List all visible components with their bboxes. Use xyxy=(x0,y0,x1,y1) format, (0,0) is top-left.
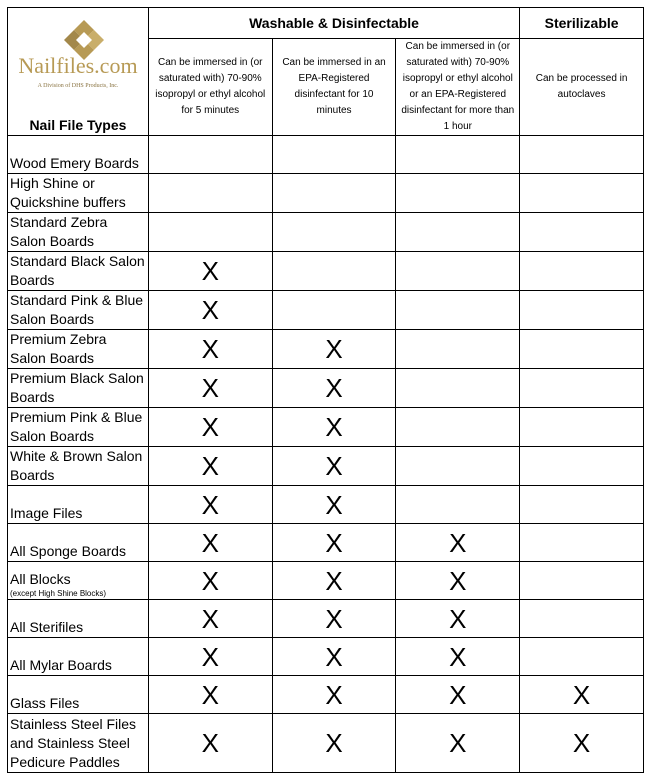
nail-file-type-name: All Sterifiles xyxy=(10,619,84,635)
nail-file-type-cell xyxy=(8,676,149,714)
compatibility-mark: X xyxy=(148,252,272,291)
nail-file-type-name: High Shine or Quickshine buffers xyxy=(10,175,126,210)
table-row xyxy=(8,600,644,638)
table-row xyxy=(8,524,644,562)
nail-file-type-name: Standard Zebra Salon Boards xyxy=(10,214,108,249)
compatibility-mark xyxy=(520,369,644,408)
table-row xyxy=(8,408,644,447)
compatibility-mark xyxy=(272,174,396,213)
compatibility-mark xyxy=(396,369,520,408)
compatibility-mark: X xyxy=(148,562,272,600)
compatibility-mark: X xyxy=(148,676,272,714)
compatibility-mark xyxy=(396,408,520,447)
table-row xyxy=(8,291,644,330)
brand-name: Nailfiles.com xyxy=(18,53,138,78)
compatibility-mark: X xyxy=(396,676,520,714)
nail-file-type-cell xyxy=(8,524,149,562)
compatibility-mark xyxy=(520,213,644,252)
compatibility-mark xyxy=(396,486,520,524)
compatibility-mark xyxy=(520,638,644,676)
table-row xyxy=(8,714,644,773)
compatibility-mark: X xyxy=(396,714,520,773)
table-row xyxy=(8,136,644,174)
nail-file-type-name: Standard Pink & Blue Salon Boards xyxy=(10,292,144,327)
washable-group-header: Washable & Disinfectable xyxy=(148,8,519,39)
nail-file-type-cell xyxy=(8,291,149,330)
nail-file-type-cell xyxy=(8,408,149,447)
nail-file-type-name: Glass Files xyxy=(10,695,80,711)
compatibility-mark xyxy=(520,600,644,638)
compatibility-mark xyxy=(396,252,520,291)
types-column-title: Nail File Types xyxy=(29,117,127,133)
compatibility-mark: X xyxy=(520,676,644,714)
compatibility-mark: X xyxy=(396,524,520,562)
table-row xyxy=(8,486,644,524)
nail-file-type-cell xyxy=(8,486,149,524)
nail-file-type-cell xyxy=(8,174,149,213)
compatibility-mark xyxy=(520,486,644,524)
compatibility-mark xyxy=(520,291,644,330)
compatibility-mark: X xyxy=(148,369,272,408)
compatibility-mark: X xyxy=(148,330,272,369)
compatibility-mark: X xyxy=(272,676,396,714)
nail-file-type-name: Stainless Steel Files and Stainless Steel Pedicure Paddles xyxy=(10,716,137,770)
table-row xyxy=(8,369,644,408)
column-header-epa-10min: Can be immersed in an EPA-Registered disinfectant for 10 minutes xyxy=(272,39,396,136)
nail-file-type-name: Premium Black Salon Boards xyxy=(10,370,144,405)
nail-file-type-note: (except High Shine Blocks) xyxy=(10,589,107,598)
column-header-immersion-1hr: Can be immersed in (or saturated with) 70-90% isopropyl or ethyl alcohol or an EPA-Registered disinfectant for more than 1 hour xyxy=(396,39,520,136)
compatibility-mark xyxy=(520,447,644,486)
compatibility-mark xyxy=(148,174,272,213)
compatibility-mark: X xyxy=(272,486,396,524)
nail-file-type-cell xyxy=(8,600,149,638)
table-row xyxy=(8,252,644,291)
compatibility-mark xyxy=(272,136,396,174)
nail-file-type-name: Wood Emery Boards xyxy=(10,155,139,171)
nail-file-type-cell xyxy=(8,638,149,676)
nail-file-type-name: Image Files xyxy=(10,505,83,521)
compatibility-mark: X xyxy=(272,447,396,486)
compatibility-mark: X xyxy=(148,447,272,486)
compatibility-mark: X xyxy=(396,638,520,676)
nail-file-type-name: Premium Pink & Blue Salon Boards xyxy=(10,409,143,444)
nail-file-type-name: All Blocks xyxy=(10,571,71,587)
compatibility-mark xyxy=(272,213,396,252)
compatibility-mark: X xyxy=(272,408,396,447)
table-row xyxy=(8,447,644,486)
compatibility-mark: X xyxy=(396,562,520,600)
nail-file-type-cell xyxy=(8,562,149,600)
compatibility-mark: X xyxy=(272,524,396,562)
compatibility-mark xyxy=(272,252,396,291)
compatibility-mark xyxy=(520,408,644,447)
compatibility-mark: X xyxy=(148,638,272,676)
compatibility-mark xyxy=(520,524,644,562)
nail-file-type-name: White & Brown Salon Boards xyxy=(10,448,143,483)
nail-file-type-name: Standard Black Salon Boards xyxy=(10,253,145,288)
logo-header-cell xyxy=(8,8,149,136)
compatibility-mark: X xyxy=(396,600,520,638)
compatibility-mark: X xyxy=(148,600,272,638)
nail-file-type-cell xyxy=(8,136,149,174)
table-row xyxy=(8,676,644,714)
compatibility-mark xyxy=(520,136,644,174)
table-row xyxy=(8,330,644,369)
nail-file-type-name: All Mylar Boards xyxy=(10,657,112,673)
compatibility-mark xyxy=(148,213,272,252)
compatibility-mark xyxy=(520,174,644,213)
compatibility-mark xyxy=(520,252,644,291)
compatibility-mark xyxy=(396,174,520,213)
compatibility-mark xyxy=(396,291,520,330)
compatibility-mark: X xyxy=(148,524,272,562)
nail-file-type-cell xyxy=(8,330,149,369)
compatibility-mark: X xyxy=(272,638,396,676)
sterilizable-group-header: Sterilizable xyxy=(520,8,644,39)
table-row xyxy=(8,638,644,676)
compatibility-mark xyxy=(148,136,272,174)
column-header-alcohol-5min: Can be immersed in (or saturated with) 70-90% isopropyl or ethyl alcohol for 5 minutes xyxy=(148,39,272,136)
compatibility-mark xyxy=(396,136,520,174)
nail-file-type-cell xyxy=(8,213,149,252)
compatibility-mark: X xyxy=(272,330,396,369)
nail-file-table xyxy=(7,7,644,773)
nail-file-type-name: Premium Zebra Salon Boards xyxy=(10,331,107,366)
compatibility-mark xyxy=(396,447,520,486)
compatibility-mark xyxy=(520,330,644,369)
column-header-autoclave: Can be processed in autoclaves xyxy=(520,39,644,136)
brand-logo xyxy=(8,8,148,98)
table-row xyxy=(8,562,644,600)
compatibility-mark: X xyxy=(272,714,396,773)
nail-file-type-name: All Sponge Boards xyxy=(10,543,126,559)
compatibility-mark: X xyxy=(148,408,272,447)
compatibility-mark xyxy=(396,330,520,369)
compatibility-mark xyxy=(272,291,396,330)
compatibility-mark: X xyxy=(272,600,396,638)
nail-file-type-cell xyxy=(8,447,149,486)
compatibility-mark xyxy=(396,213,520,252)
nail-file-type-cell xyxy=(8,252,149,291)
compatibility-mark: X xyxy=(148,291,272,330)
table-row xyxy=(8,174,644,213)
compatibility-mark: X xyxy=(272,369,396,408)
compatibility-mark: X xyxy=(272,562,396,600)
table-row xyxy=(8,213,644,252)
brand-tagline: A Division of DHS Products, Inc. xyxy=(37,83,119,89)
nail-file-type-cell xyxy=(8,369,149,408)
compatibility-mark: X xyxy=(148,714,272,773)
compatibility-mark: X xyxy=(148,486,272,524)
compatibility-mark: X xyxy=(520,714,644,773)
nail-file-type-cell xyxy=(8,714,149,773)
compatibility-mark xyxy=(520,562,644,600)
